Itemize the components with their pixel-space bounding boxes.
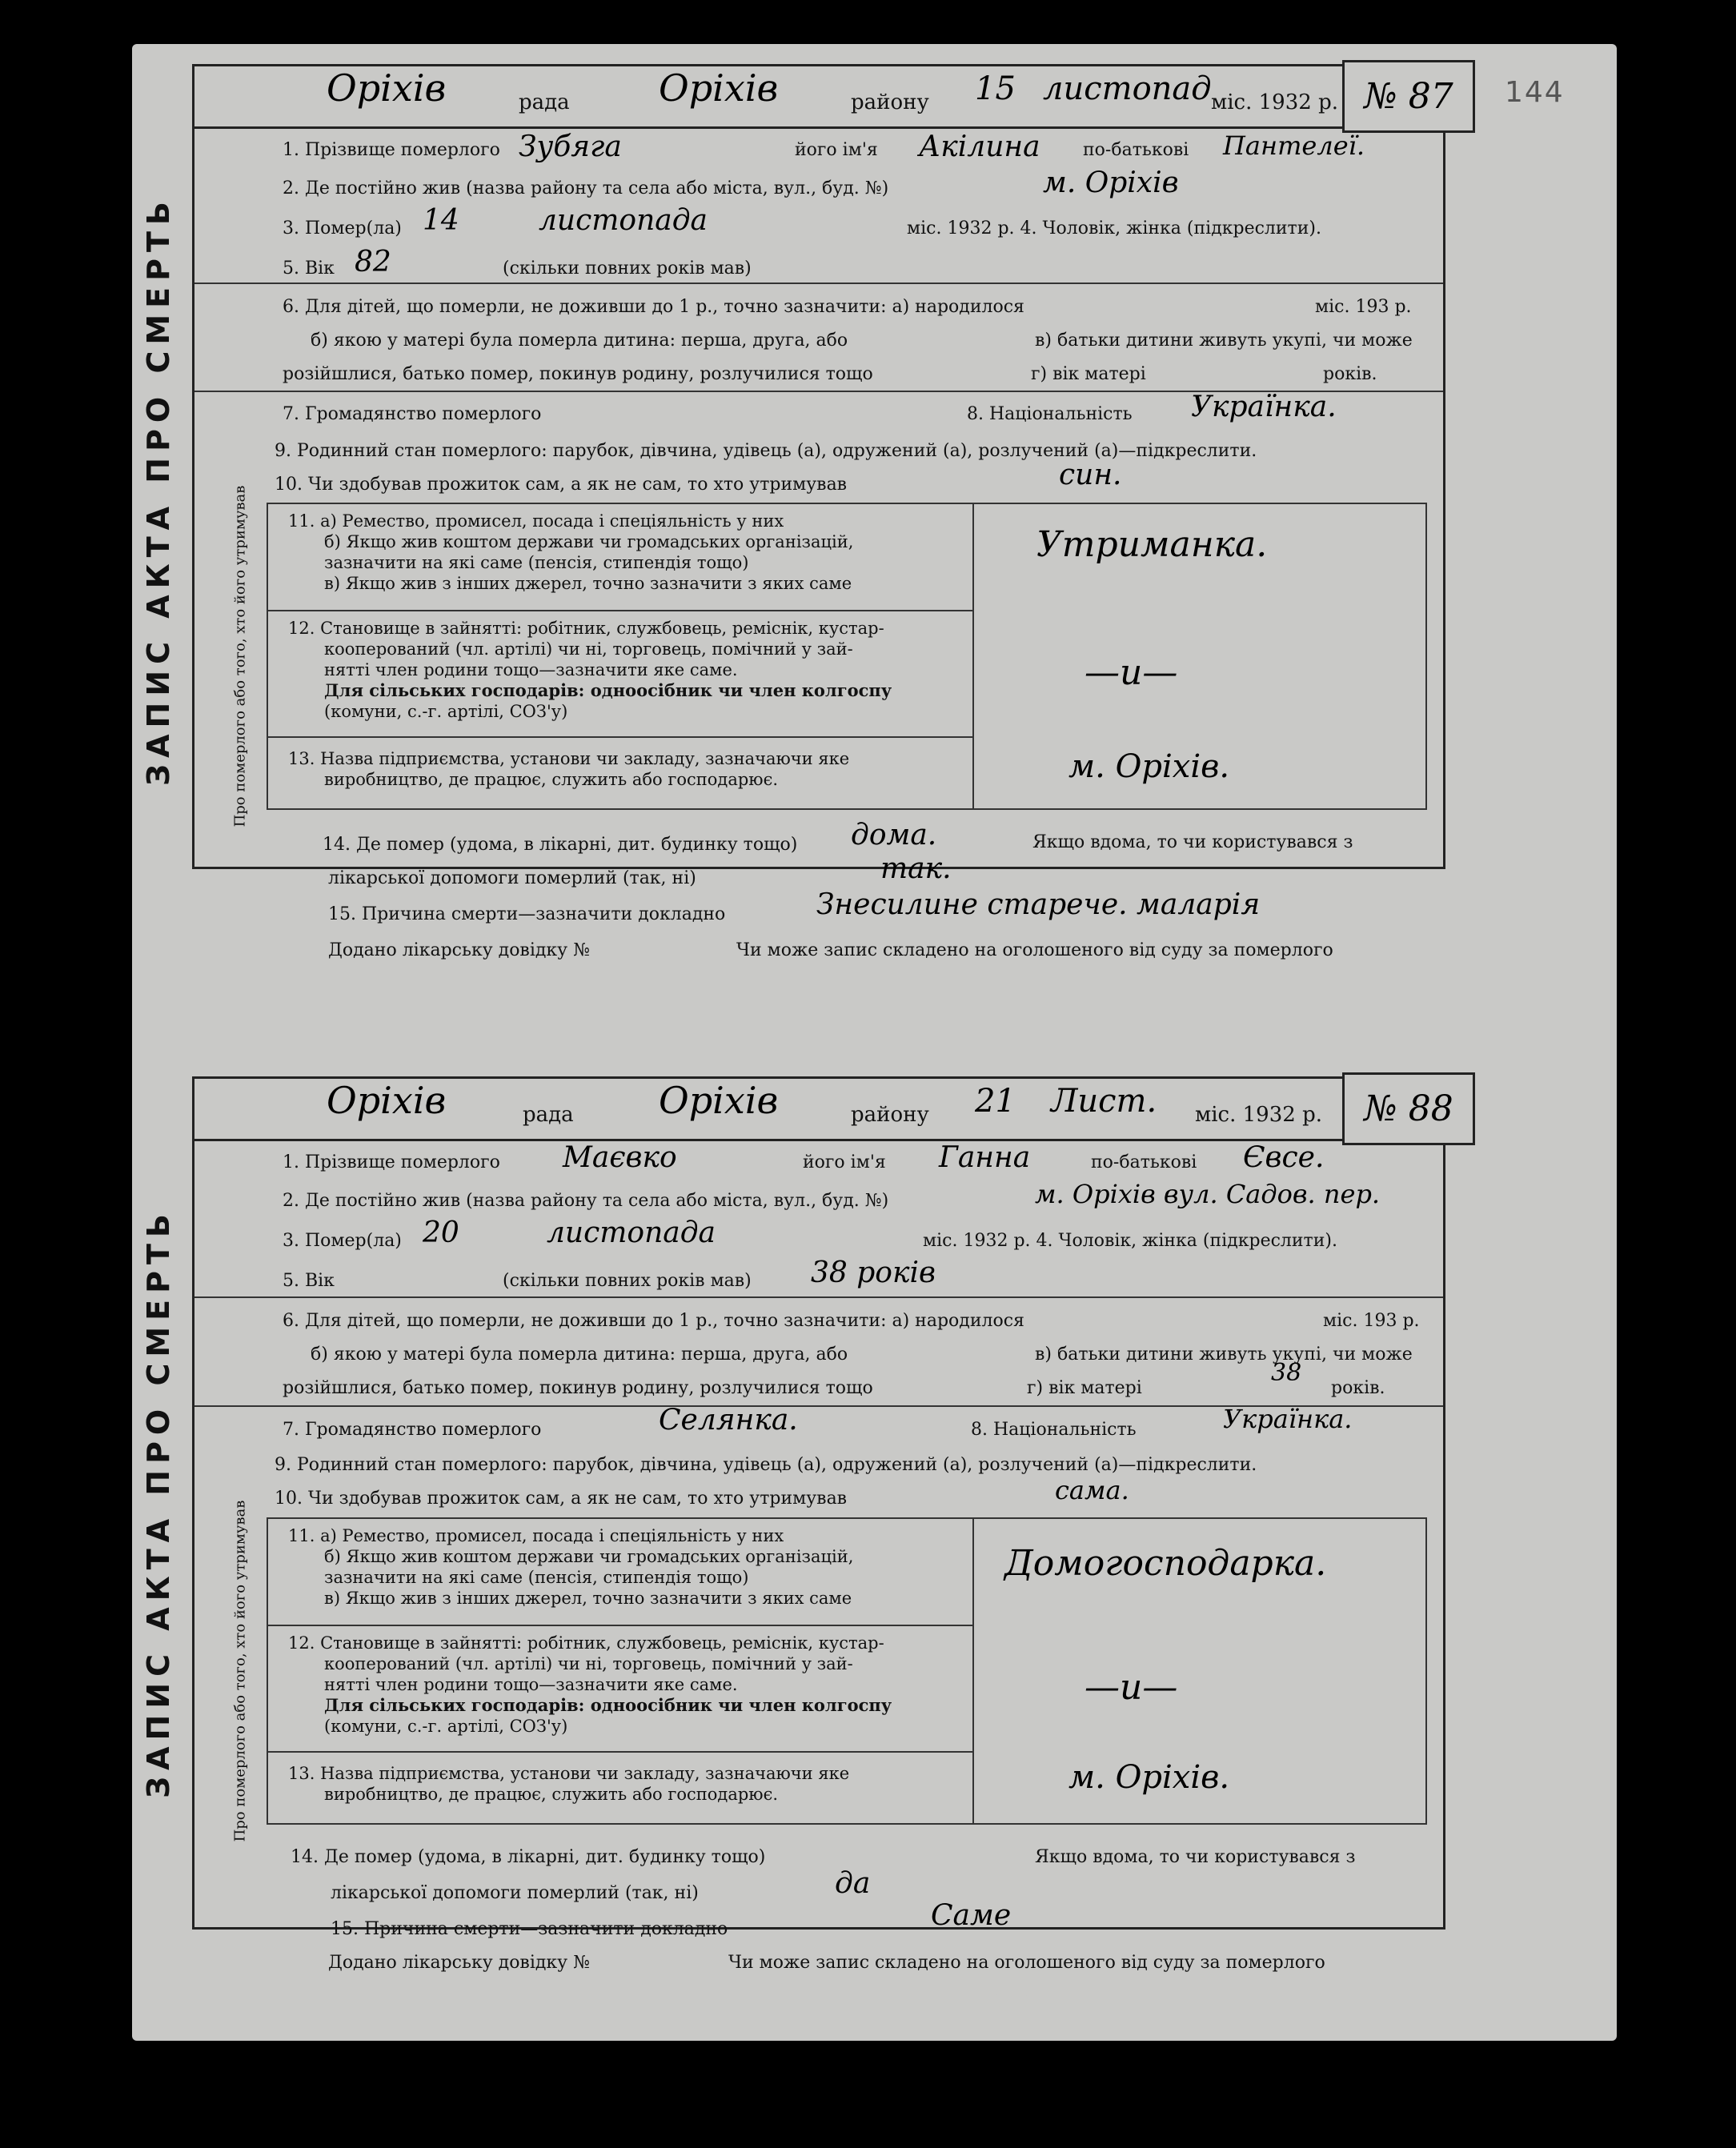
divider <box>268 736 972 738</box>
field-nationality-value: Українка. <box>1223 1404 1353 1434</box>
field-surname-value: Зубяга <box>519 130 622 163</box>
side-label: Про померлого або того, хто його утримував <box>231 1500 249 1842</box>
vertical-title: ЗАПИС АКТА ПРО СМЕРТЬ <box>141 1208 176 1798</box>
field-citizenship-label: 7. Громадянство померлого <box>283 1420 542 1440</box>
field-12-value: —и— <box>1084 1667 1178 1708</box>
field-died-tail: міс. 1932 р. 4. Чоловік, жінка (підкреслити). <box>923 1231 1337 1251</box>
rada-value: Оріхів <box>327 1079 447 1122</box>
field-residence-label: 2. Де постійно жив (назва району та села або міста, вул., буд. №) <box>283 178 889 198</box>
field-died-month: листопада <box>539 204 708 237</box>
field-13-text: 13. Назва підприємства, установи чи закладу, зазначаючи яке виробництво, де працює, служить або господарює. <box>288 1764 850 1804</box>
field-support-label: 10. Чи здобував прожиток сам, а як не сам, то хто утримував <box>275 475 848 495</box>
field-citizenship-label: 7. Громадянство померлого <box>283 404 542 424</box>
field-infant-b: б) якою у матері була померла дитина: перша, друга, або <box>311 1345 848 1365</box>
field-infant-c: розійшлися, батько помер, покинув родину, розлучилися тощо <box>283 1378 873 1398</box>
raion-label: району <box>851 1103 929 1127</box>
column-divider <box>972 504 974 808</box>
record-number: № 88 <box>1342 1072 1475 1145</box>
field-name-value: Ганна <box>939 1141 1031 1174</box>
field-infant-a: 6. Для дітей, що померли, не доживши до 1 р., точно зазначити: а) народилося <box>283 1311 1024 1331</box>
field-age-label: 5. Вік <box>283 1271 335 1291</box>
field-surname-value: Маєвко <box>563 1141 677 1174</box>
field-cert-label: Додано лікарську довідку № <box>328 1953 590 1973</box>
field-infant-c-tail: г) вік матері <box>1027 1378 1142 1398</box>
field-infant-b: б) якою у матері була померла дитина: перша, друга, або <box>311 331 848 351</box>
raion-label: району <box>851 90 929 114</box>
field-died-label: 3. Помер(ла) <box>283 218 402 238</box>
field-name-label: його ім'я <box>803 1152 886 1172</box>
rada-label: рада <box>523 1103 574 1127</box>
field-cert-tail: Чи може запис складено на оголошеного від суду за померлого <box>728 1953 1325 1973</box>
field-infant-b-tail: в) батьки дитини живуть укупі, чи може <box>1035 331 1413 351</box>
field-infant-c-end: років. <box>1331 1378 1385 1398</box>
field-11-text: 11. а) Ремество, промисел, посада і спеціяльність у них б) Якщо жив коштом держави чи громадських організацій, зазначити на які саме (пенсія, стипендія тощо) в) Якщо жив з інших джерел, точно зазначити з яких саме <box>288 1526 854 1608</box>
date-day: 21 <box>975 1083 1016 1120</box>
record-number: № 87 <box>1342 60 1475 133</box>
field-residence-label: 2. Де постійно жив (назва району та села або міста, вул., буд. №) <box>283 1191 889 1211</box>
record-header <box>194 66 1453 129</box>
field-surname-label: 1. Прізвище померлого <box>283 140 500 160</box>
divider <box>268 610 972 611</box>
field-died-month: листопада <box>547 1216 716 1249</box>
field-died-day: 14 <box>423 204 459 237</box>
field-place-label: 14. Де помер (удома, в лікарні, дит. будинку тощо) <box>323 835 798 855</box>
field-12-text: 12. Становище в зайнятті: робітник, службовець, реміснік, кустар- кооперований (чл. артілі) чи ні, торговець, помічний у зай- нятті член родини тощо—зазначити яке саме. Для сільських господарів: одноосібник чи член колгоспу (комуни, с.-г. артілі, СОЗ'у) <box>288 619 892 721</box>
date-suffix: міс. 1932 р. <box>1211 90 1338 114</box>
field-cause-label: 15. Причина смерти—зазначити докладно <box>328 904 726 924</box>
field-cause-value: Саме <box>931 1899 1012 1932</box>
field-12-value: —и— <box>1084 652 1178 693</box>
field-infant-c-value: 38 <box>1271 1359 1302 1387</box>
field-cause-label: 15. Причина смерти—зазначити докладно <box>331 1919 728 1939</box>
field-marital-label: 9. Родинний стан померлого: парубок, дівчина, удівець (а), одружений (а), розлучений (а)—підкреслити. <box>275 441 1257 461</box>
raion-value: Оріхів <box>659 66 779 110</box>
field-infant-c-end: років. <box>1323 364 1377 384</box>
field-11-value: Домогосподарка. <box>1004 1543 1327 1584</box>
rada-label: рада <box>519 90 570 114</box>
field-patronymic-value: Євсе. <box>1243 1141 1325 1174</box>
field-marital-label: 9. Родинний стан померлого: парубок, дівчина, удівець (а), одружений (а), розлучений (а)—підкреслити. <box>275 1455 1257 1475</box>
field-died-tail: міс. 1932 р. 4. Чоловік, жінка (підкреслити). <box>907 218 1321 238</box>
field-infant-c-tail: г) вік матері <box>1031 364 1146 384</box>
field-cert-label: Додано лікарську довідку № <box>328 940 590 960</box>
divider <box>194 283 1443 284</box>
field-med-label: лікарської допомоги померлий (так, ні) <box>328 868 696 888</box>
date-month: листопад <box>1043 70 1212 107</box>
vertical-title: ЗАПИС АКТА ПРО СМЕРТЬ <box>141 195 176 786</box>
field-infant-a: 6. Для дітей, що померли, не доживши до 1 р., точно зазначити: а) народилося <box>283 297 1024 317</box>
field-11-text: 11. а) Ремество, промисел, посада і спеціяльність у них б) Якщо жив коштом держави чи громадських організацій, зазначити на які саме (пенсія, стипендія тощо) в) Якщо жив з інших джерел, точно зазначити з яких саме <box>288 511 854 593</box>
field-place-label: 14. Де помер (удома, в лікарні, дит. будинку тощо) <box>291 1847 766 1867</box>
field-infant-a-tail: міс. 193 р. <box>1323 1311 1420 1331</box>
death-record-2 <box>141 1076 1453 1939</box>
field-med-value: так. <box>880 852 952 885</box>
field-support-value: сама. <box>1055 1475 1129 1505</box>
occupation-box <box>231 1500 1427 1842</box>
date-day: 15 <box>975 70 1016 107</box>
field-infant-b-tail: в) батьки дитини живуть укупі, чи може <box>1035 1345 1413 1365</box>
field-place-tail: Якщо вдома, то чи користувався з <box>1035 1847 1356 1867</box>
side-label: Про померлого або того, хто його утримував <box>231 485 249 828</box>
field-12-text: 12. Становище в зайнятті: робітник, службовець, реміснік, кустар- кооперований (чл. артілі) чи ні, торговець, помічний у зай- нятті член родини тощо—зазначити яке саме. Для сільських господарів: одноосібник чи член колгоспу (комуни, с.-г. артілі, СОЗ'у) <box>288 1633 892 1736</box>
field-13-value: м. Оріхів. <box>1068 748 1230 785</box>
divider <box>268 1625 972 1626</box>
field-age-value: 38 років <box>811 1256 936 1289</box>
death-record-1 <box>141 64 1453 869</box>
field-13-value: м. Оріхів. <box>1068 1759 1230 1796</box>
field-surname-label: 1. Прізвище померлого <box>283 1152 500 1172</box>
page-number: 144 <box>1505 76 1565 109</box>
date-suffix: міс. 1932 р. <box>1195 1103 1322 1127</box>
field-cert-tail: Чи може запис складено на оголошеного від суду за померлого <box>736 940 1333 960</box>
field-residence-value: м. Оріхів <box>1043 166 1179 199</box>
paper-tear <box>996 1989 1028 2011</box>
field-13-text: 13. Назва підприємства, установи чи закладу, зазначаючи яке виробництво, де працює, служить або господарює. <box>288 749 850 789</box>
field-11-value: Утриманка. <box>1036 524 1268 565</box>
record-header <box>194 1079 1453 1141</box>
field-med-label: лікарської допомоги померлий (так, ні) <box>331 1883 699 1903</box>
field-place-value: дома. <box>851 819 937 852</box>
field-name-value: Акілина <box>919 130 1040 163</box>
field-died-day: 20 <box>423 1216 459 1249</box>
date-month: Лист. <box>1051 1083 1157 1120</box>
field-age-tail: (скільки повних років мав) <box>503 258 752 279</box>
field-died-label: 3. Помер(ла) <box>283 1231 402 1251</box>
field-residence-value: м. Оріхів вул. Садов. пер. <box>1035 1179 1381 1209</box>
field-place-tail: Якщо вдома, то чи користувався з <box>1032 832 1353 852</box>
field-patronymic-value: Пантелеї. <box>1223 130 1365 161</box>
raion-value: Оріхів <box>659 1079 779 1122</box>
field-age-label: 5. Вік <box>283 258 335 279</box>
field-infant-a-tail: міс. 193 р. <box>1315 297 1412 317</box>
field-support-value: син. <box>1059 459 1122 491</box>
field-nationality-label: 8. Національність <box>967 404 1133 424</box>
field-patronymic-label: по-батькові <box>1083 140 1189 160</box>
field-nationality-value: Українка. <box>1191 391 1337 423</box>
field-age-tail: (скільки повних років мав) <box>503 1271 752 1291</box>
field-infant-c: розійшлися, батько помер, покинув родину, розлучилися тощо <box>283 364 873 384</box>
field-name-label: його ім'я <box>795 140 878 160</box>
field-support-label: 10. Чи здобував прожиток сам, а як не сам, то хто утримував <box>275 1489 848 1509</box>
field-citizenship-value: Селянка. <box>659 1404 798 1437</box>
field-med-value: да <box>835 1867 871 1900</box>
field-nationality-label: 8. Національність <box>971 1420 1137 1440</box>
divider <box>268 1751 972 1753</box>
field-age-value: 82 <box>355 246 391 279</box>
column-divider <box>972 1519 974 1823</box>
field-patronymic-label: по-батькові <box>1091 1152 1197 1172</box>
divider <box>194 1296 1443 1298</box>
field-cause-value: Знесилине старече. маларія <box>816 888 1261 921</box>
rada-value: Оріхів <box>327 66 447 110</box>
